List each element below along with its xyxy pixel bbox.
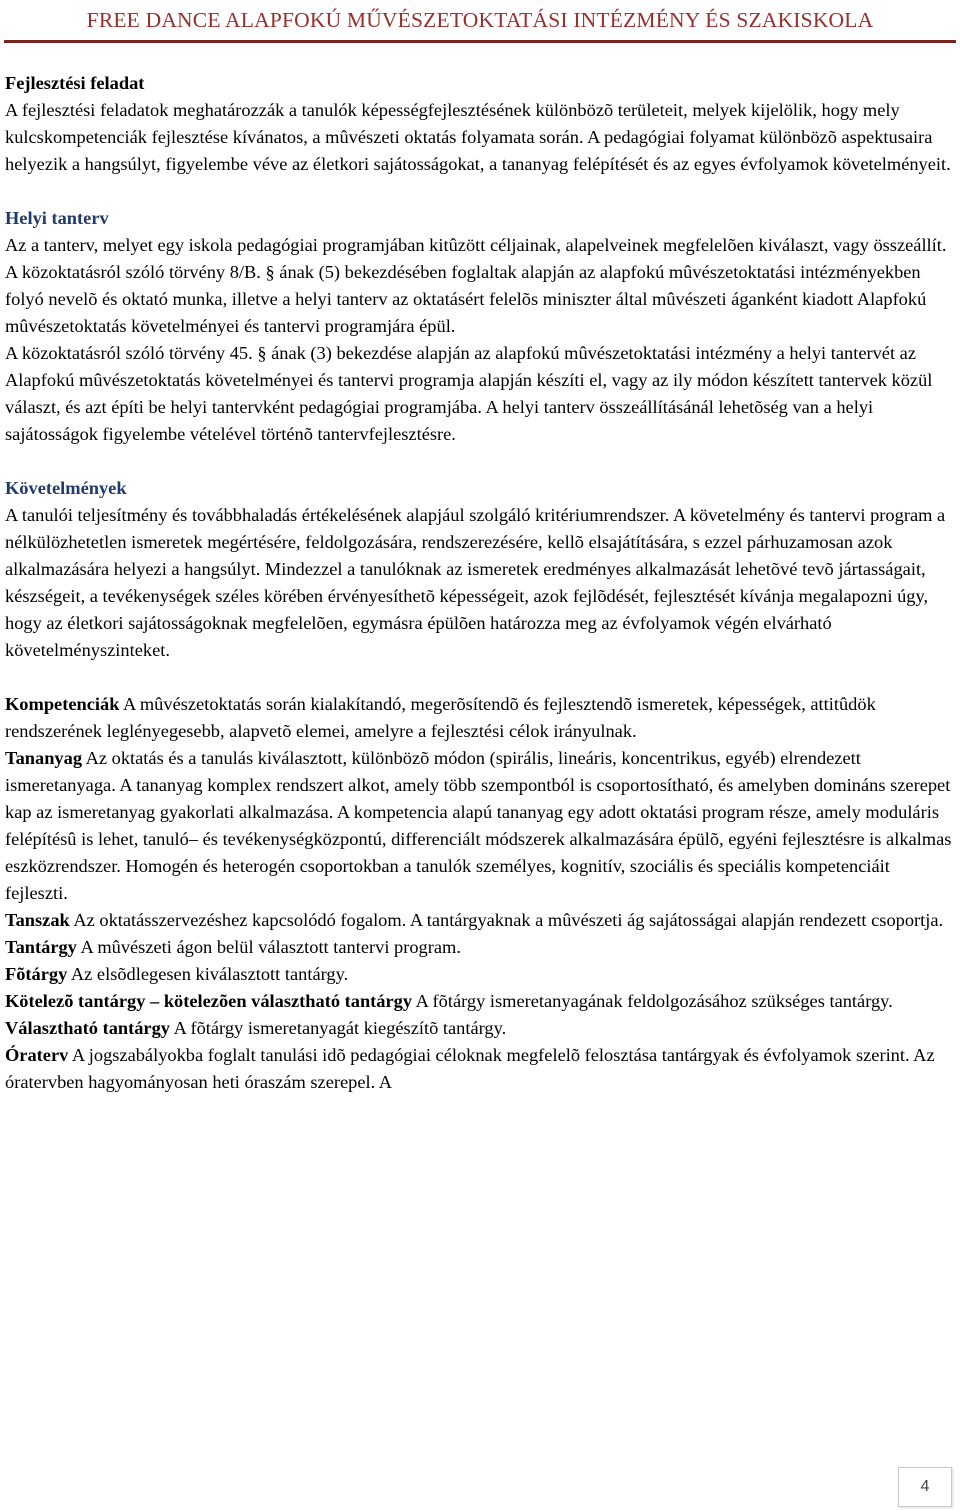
header-title: FREE DANCE ALAPFOKÚ MŰVÉSZETOKTATÁSI INTÉZMÉNY ÉS SZAKISKOLA [86, 8, 874, 32]
paragraph-helyi-tanterv-3: A közoktatásról szóló törvény 45. § ának (3) bekezdése alapján az alapfokú mûvészetoktatási intézmény a helyi tantervét az Alapfokú mûvészetoktatás követelményei és tantervi programja alapján készíti el, vagy az ily módon készített tantervek közül választ, és azt építi be helyi tantervként pedagógiai programjába. A helyi tanterv összeállításánál lehetõség van a helyi sajátosságok figyelembe vételével történõ tantervfejlesztésre. [5, 343, 933, 444]
definition-text: A fõtárgy ismeretanyagának feldolgozásához szükséges tantárgy. [412, 991, 893, 1011]
paragraph-helyi-tanterv-2: A közoktatásról szóló törvény 8/B. § ának (5) bekezdésében foglaltak alapján az alapfokú mûvészetoktatási intézményekben folyó nevelõ és oktató munka, illetve a helyi tanterv az oktatásért felelõs miniszter által mûvészeti áganként kiadott Alapfokú mûvészetoktatás követelményei és tantervi programjára épül. [5, 262, 927, 336]
paragraph-helyi-tanterv-1: Az a tanterv, melyet egy iskola pedagógiai programjában kitûzött céljainak, alapelveinek megfelelõen kiválaszt, vagy összeállít. [5, 235, 947, 255]
definition-text: A mûvészeti ágon belül választott tantervi program. [76, 937, 461, 957]
term-label: Óraterv [5, 1045, 69, 1065]
heading-helyi-tanterv: Helyi tanterv [5, 208, 109, 228]
term-label: Választható tantárgy [5, 1018, 170, 1038]
definition-tananyag [5, 745, 957, 907]
page-header [0, 0, 960, 46]
definition-text: A mûvészetoktatás során kialakítandó, megerõsítendõ és fejlesztendõ ismeretek, képességek, attitûdök rendszerének leglényegesebb, alapvetõ elemei, amelyre a fejlesztési célok irányulnak. [5, 694, 876, 741]
page-number: 4 [898, 1467, 952, 1507]
definition-tantargy [5, 934, 957, 961]
definition-text: A jogszabályokba foglalt tanulási idõ pedagógiai céloknak megfelelõ felosztása tantárgyak és évfolyamok szerint. Az óratervben hagyományosan heti óraszám szerepel. A [5, 1045, 935, 1092]
document-body [5, 70, 957, 1096]
term-label: Kötelezõ tantárgy – kötelezõen választható tantárgy [5, 991, 413, 1011]
term-label: Tantárgy [5, 937, 77, 957]
definition-text: Az oktatásszervezéshez kapcsolódó fogalom. A tantárgyaknak a mûvészeti ág sajátosságai alapján rendezett csoportja. [69, 910, 944, 930]
definition-text: A fõtárgy ismeretanyagát kiegészítõ tantárgy. [170, 1018, 507, 1038]
paragraph-kovetelmenyek: A tanulói teljesítmény és továbbhaladás értékelésének alapjául szolgáló kritériumrendszer. A követelmény és tantervi program a nélkülözhetetlen ismeretek megértésére, feldolgozására, rendszerezésére, kellõ elsajátítására, s ezzel párhuzamosan azok alkalmazására helyezi a hangsúlyt. Mindezzel a tanulóknak az ismeretek eredményes alkalmazását lehetõvé tevõ jártasságait, készségeit, a tevékenységek széles körében érvényesíthetõ képességeit, azok fejlõdését, fejlesztését kívánja megalapozni úgy, hogy az életkori sajátosságoknak megfelelõen, egymásra épülõen határozza meg az évfolyamok végén elvárható követelményszinteket. [5, 505, 946, 660]
definition-fotargy [5, 961, 957, 988]
definition-kompetenciak [5, 691, 957, 745]
definition-text: Az oktatás és a tanulás kiválasztott, különbözõ módon (spirális, lineáris, koncentrikus, egyéb) elrendezett ismeretanyaga. A tananyag komplex rendszert alkot, amely több szempontból is csoportosítható, és amelyben domináns szerepet kap az ismeretanyag gyakorlati alkalmazása. A kompetencia alapú tananyag egy adott oktatási program része, amely moduláris felépítésû is lehet, tanuló– és tevékenységközpontú, differenciált módszerek alkalmazására épülõ, egyéni fejlesztésre is alkalmas eszközrendszer. Homogén és heterogén csoportokban a tanulók személyes, kognitív, szociális és speciális kompetenciáit fejleszti. [5, 748, 952, 903]
heading-fejlesztesi-feladat: Fejlesztési feladat [5, 73, 145, 93]
heading-kovetelmenyek: Követelmények [5, 478, 127, 498]
term-label: Tanszak [5, 910, 70, 930]
term-label: Kompetenciák [5, 694, 120, 714]
definition-valaszthato-tantargy [5, 1015, 957, 1042]
term-label: Tananyag [5, 748, 83, 768]
paragraph-fejlesztesi-feladat: A fejlesztési feladatok meghatározzák a tanulók képességfejlesztésének különbözõ területeit, melyek kijelölik, hogy mely kulcskompetenciák fejlesztése kívánatos, a mûvészeti oktatás folyamata során. A pedagógiai folyamat különbözõ aspektusaira helyezik a hangsúlyt, figyelembe véve az életkori sajátosságokat, a tananyag felépítését és az egyes évfolyamok követelményeit. [5, 100, 951, 174]
definition-oraterv [5, 1042, 957, 1096]
header-divider [4, 40, 956, 43]
term-label: Fõtárgy [5, 964, 68, 984]
definition-tanszak [5, 907, 957, 934]
definition-text: Az elsõdlegesen kiválasztott tantárgy. [67, 964, 349, 984]
definition-kotelezo-tantargy [5, 988, 957, 1015]
